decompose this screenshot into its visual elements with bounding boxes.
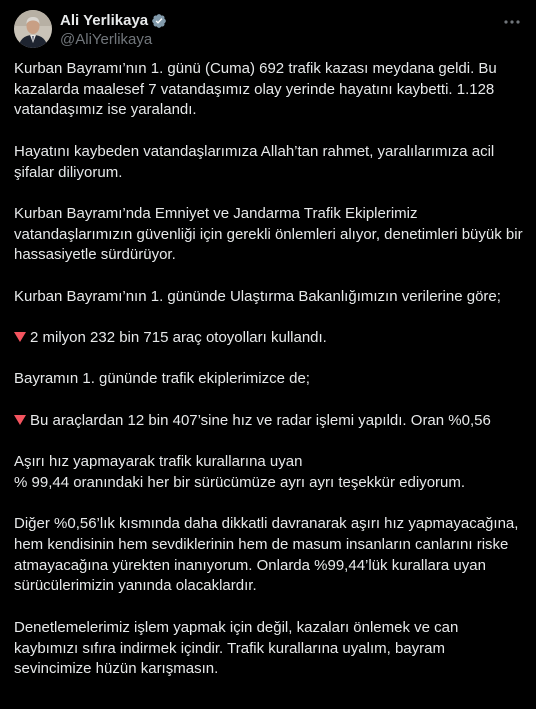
paragraph xyxy=(14,204,527,266)
paragraph xyxy=(14,411,524,432)
paragraph-text: Diğer %0,56’lık kısmında daha dikkatli davranarak aşırı hız yapmayacağına, hem kendisinin hem sevdiklerinin hem de masum insanların canlarını riske atmayacağına yürekten inanıyorum. Onlarda %99,44’lük kurallara uyan sürücülerimizin yanında olacaklardır. xyxy=(14,515,523,595)
display-name[interactable]: Ali Yerlikaya xyxy=(60,12,149,29)
paragraph xyxy=(14,514,524,597)
paragraph xyxy=(14,142,524,183)
more-horizontal-icon[interactable] xyxy=(502,12,522,32)
paragraph-text: Kurban Bayramı’nın 1. gününde Ulaştırma Bakanlığımızın verilerine göre; xyxy=(14,287,501,305)
paragraph-text: Kurban Bayramı’nda Emniyet ve Jandarma Trafik Ekiplerimiz vatandaşlarımızın güvenliği için gerekli önlemleri alıyor, denetimleri büyük bir hassasiyetle sürdürüyor. xyxy=(14,204,527,264)
paragraph-text: Aşırı hız yapmayarak trafik kurallarına uyan % 99,44 oranındaki her bir sürücümüze ayrı ayrı teşekkür ediyorum. xyxy=(14,453,466,491)
red-triangle-down-icon xyxy=(14,332,26,342)
paragraph-text: 2 milyon 232 bin 715 araç otoyolları kullandı. xyxy=(30,329,327,347)
paragraph xyxy=(14,369,524,390)
tweet-header xyxy=(14,10,522,50)
paragraph xyxy=(14,452,524,493)
avatar-icon[interactable] xyxy=(14,10,52,48)
name-row xyxy=(60,12,167,30)
paragraph xyxy=(14,287,524,308)
author-block xyxy=(60,12,167,49)
paragraph-text: Bayramın 1. gününde trafik ekiplerimizce de; xyxy=(14,370,310,388)
paragraph xyxy=(14,328,524,349)
paragraph-text: Hayatını kaybeden vatandaşlarımıza Allah’tan rahmet, yaralılarımıza acil şifalar diliyorum. xyxy=(14,142,499,181)
paragraph xyxy=(14,618,524,680)
paragraph-text: Bu araçlardan 12 bin 407’sine hız ve radar işlemi yapıldı. Oran %0,56 xyxy=(30,411,491,429)
paragraph-text: Kurban Bayramı’nın 1. günü (Cuma) 692 trafik kazası meydana geldi. Bu kazalarda maalesef 7 vatandaşımız olay yerinde hayatını kaybetti. 1.128 vatandaşımız ise yaralandı. xyxy=(14,60,501,119)
paragraph-text: Denetlemelerimiz işlem yapmak için değil, kazaları önlemek ve can kaybımızı sıfıra indirmek içindir. Trafik kurallarına uyalım, bayram sevincimize hüzün karışmasın. xyxy=(14,618,463,678)
red-triangle-down-icon xyxy=(14,415,26,425)
verified-badge-icon[interactable] xyxy=(151,13,167,29)
paragraph xyxy=(14,59,524,121)
tweet-text xyxy=(14,59,527,701)
author-handle[interactable]: @AliYerlikaya xyxy=(60,31,153,48)
